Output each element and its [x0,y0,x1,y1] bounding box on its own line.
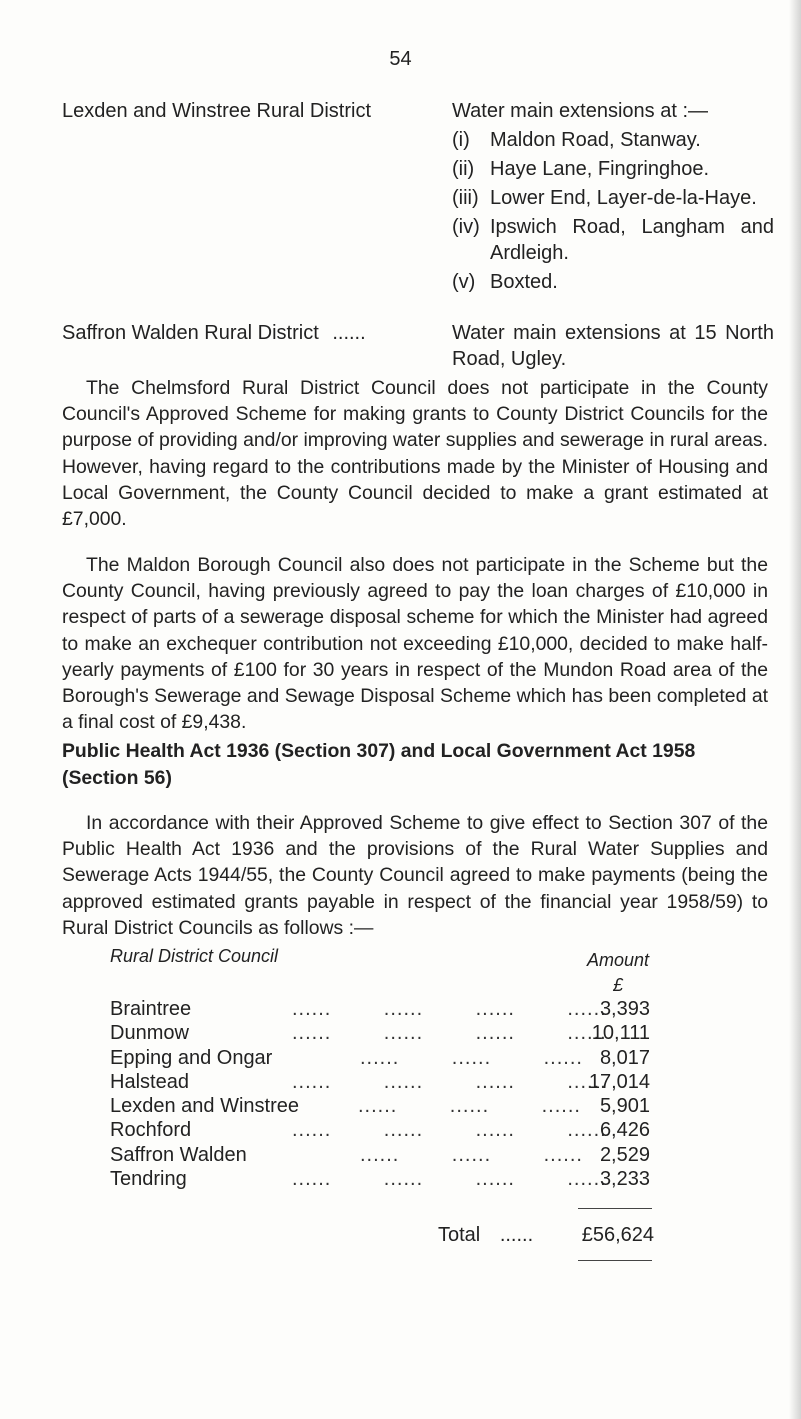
table-row [110,1071,650,1095]
lexden-district: Lexden and Winstree Rural District [62,100,372,122]
leader-dots: ...... ...... ...... [360,1046,583,1069]
leader-dots: ...... ...... ...... ...... [292,1119,607,1142]
list-item [452,127,774,153]
saffron-district [62,320,452,346]
item-number: (i) [452,129,470,151]
amount-value: 2,529 [599,1143,650,1166]
amount-value: 6,426 [599,1119,650,1142]
total-rule-bottom [578,1260,652,1261]
item-number: (iv) [452,216,480,238]
council-name: Tendring [110,1168,187,1191]
paragraph-text: The Maldon Borough Council also does not participate in the Scheme but the County Council, having previously agreed to pay the loan charges of £10,000 in respect of parts of a sewerage disposal scheme for which the Minister had agreed to make an exchequer contribution not exceeding £10,000, decided to make half-yearly payments of £100 for 30 years in respect of the Mundon Road area of the Borough's Sewerage and Sewage Disposal Scheme which has been completed at a final cost of £9,438. [62,554,768,734]
council-name: Lexden and Winstree [110,1095,300,1118]
item-text: Lower End, Layer-de-la-Haye. [490,187,757,209]
paragraph-chelmsford [62,375,768,532]
list-item [452,185,774,211]
council-name: Saffron Walden [110,1143,247,1166]
leader-dots: ...... ...... ...... [360,1143,583,1166]
total-label: Total [438,1224,481,1246]
lexden-intro: Water main extensions at :— [452,100,709,122]
saffron-block [62,320,774,374]
saffron-works: Water main extensions at 15 North Road, Ugley. [452,322,774,370]
list-item [452,214,774,266]
list-item [452,156,774,182]
leader-dots: ...... [499,1224,534,1246]
lexden-works [452,98,774,295]
table-row [110,1095,650,1119]
amount-value: 5,901 [599,1095,650,1118]
total-row [438,1224,533,1247]
council-name: Rochford [110,1119,192,1142]
table-row [110,1168,650,1192]
table-row [110,1119,650,1143]
paragraph-text: The Chelmsford Rural District Council does not participate in the County Council's Approved Scheme for making grants to County District Councils for the purpose of providing and/or improving water supplies and sewerage in rural areas. However, having regard to the contributions made by the Minister of Housing and Local Government, the County Council decided to make a grant estimated at £7,000. [62,377,768,531]
item-text: Boxted. [490,271,558,293]
section-heading: Public Health Act 1936 (Section 307) and Local Government Act 1958 (Section 56) [62,740,696,789]
lexden-block [62,98,774,314]
table-row [110,1144,650,1168]
amount-value: 8,017 [599,1046,650,1069]
leader-dots: ...... ...... ...... ...... [292,1022,607,1045]
table-row [110,998,650,1022]
table-row [110,1047,650,1071]
leader-dots: ...... ...... ...... ...... [292,1168,607,1191]
item-text: Ipswich Road, Langham and Ardleigh. [490,216,774,264]
paragraph-maldon [62,552,768,735]
item-number: (ii) [452,158,475,180]
paragraph-scheme [62,810,768,941]
scan-edge-shadow [789,0,801,1419]
leader-dots: ...... [332,322,366,344]
council-name: Dunmow [110,1022,189,1045]
table-header-council: Rural District Council [110,946,279,966]
grants-table [110,998,650,1192]
council-name: Halstead [110,1070,189,1093]
leader-dots: ...... ...... ...... ...... [292,998,607,1020]
list-item [452,269,774,295]
table-header-currency: £ [612,975,623,995]
item-text: Haye Lane, Fingringhoe. [490,158,710,180]
page-number: 54 [389,48,412,70]
council-name: Epping and Ongar [110,1046,273,1069]
district-name: Saffron Walden Rural District [62,322,319,344]
amount-value: 3,393 [599,998,650,1020]
item-number: (v) [452,271,476,293]
leader-dots: ...... ...... ...... [358,1095,581,1118]
amount-value: 10,111 [591,1022,650,1045]
amount-value: 3,233 [599,1168,650,1191]
total-amount: £56,624 [581,1224,654,1246]
amount-value: 17,014 [588,1070,650,1093]
leader-dots: ...... ...... ...... ...... [292,1070,607,1093]
table-row [110,1022,650,1046]
table-header-amount: Amount [586,950,650,970]
paragraph-text: In accordance with their Approved Scheme to give effect to Section 307 of the Public Health Act 1936 and the provisions of the Rural Water Supplies and Sewerage Acts 1944/55, the County Council agreed to make payments (being the approved estimated grants payable in respect of the financial year 1958/59) to Rural District Councils as follows :— [62,812,768,939]
council-name: Braintree [110,998,192,1020]
total-rule-top [578,1208,652,1209]
item-text: Maldon Road, Stanway. [490,129,701,151]
item-number: (iii) [452,187,479,209]
